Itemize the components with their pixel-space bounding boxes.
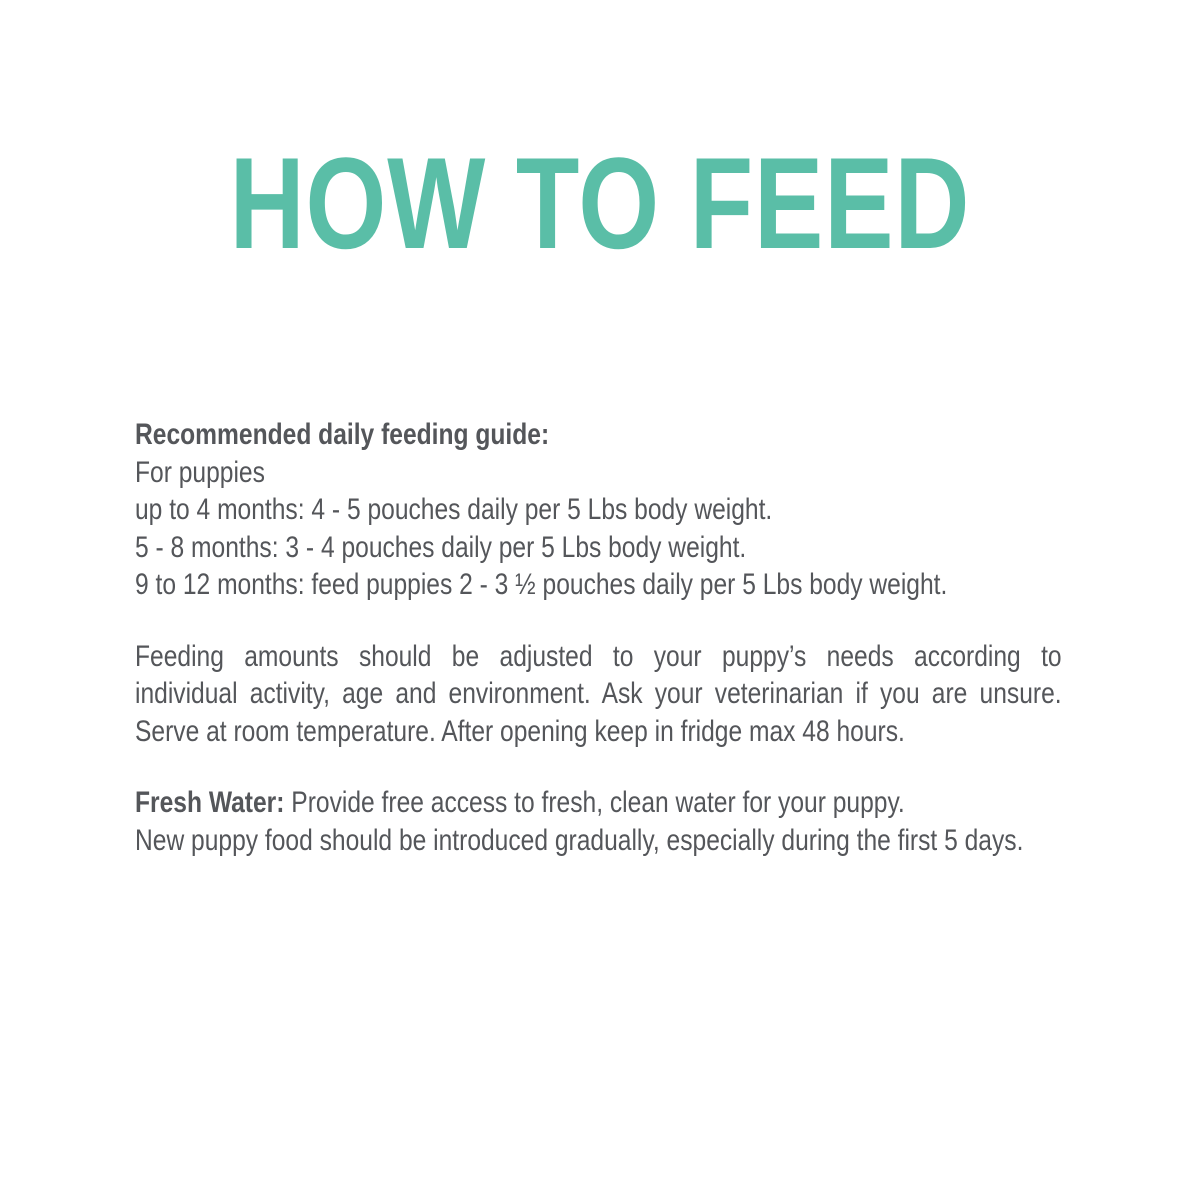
advice-line-2: individual activity, age and environment. Ask your veterinarian if you are unsure. [135,677,1062,710]
fresh-water-label: Fresh Water: [135,786,285,819]
feeding-guide-title: Recommended daily feeding guide: [135,418,550,451]
fresh-water-line-2: New puppy food should be introduced gradually, especially during the first 5 days. [135,823,1024,857]
feeding-advice-paragraph [135,638,1062,751]
feeding-guide-line-up-to-4-months: up to 4 months: 4 - 5 pouches daily per 5 Lbs body weight. [135,493,773,526]
feeding-guide-line-9-12-months: 9 to 12 months: feed puppies 2 - 3 ½ pouches daily per 5 Lbs body weight. [135,568,948,601]
feeding-guide-line-for-puppies: For puppies [135,455,265,489]
fresh-water-line-1 [135,784,1062,822]
advice-line-1: Feeding amounts should be adjusted to your puppy’s needs according to [135,639,1062,673]
feeding-guide-section [135,416,1062,604]
heading-container [0,130,1200,276]
fresh-water-text: Provide free access to fresh, clean water for your puppy. [284,786,905,819]
feeding-guide-line-5-8-months: 5 - 8 months: 3 - 4 pouches daily per 5 Lbs body weight. [135,530,747,564]
feeding-instructions [135,416,1062,859]
page-title: HOW TO FEED [229,130,971,276]
fresh-water-section [135,784,1062,859]
advice-line-3: Serve at room temperature. After opening keep in fridge max 48 hours. [135,714,905,748]
